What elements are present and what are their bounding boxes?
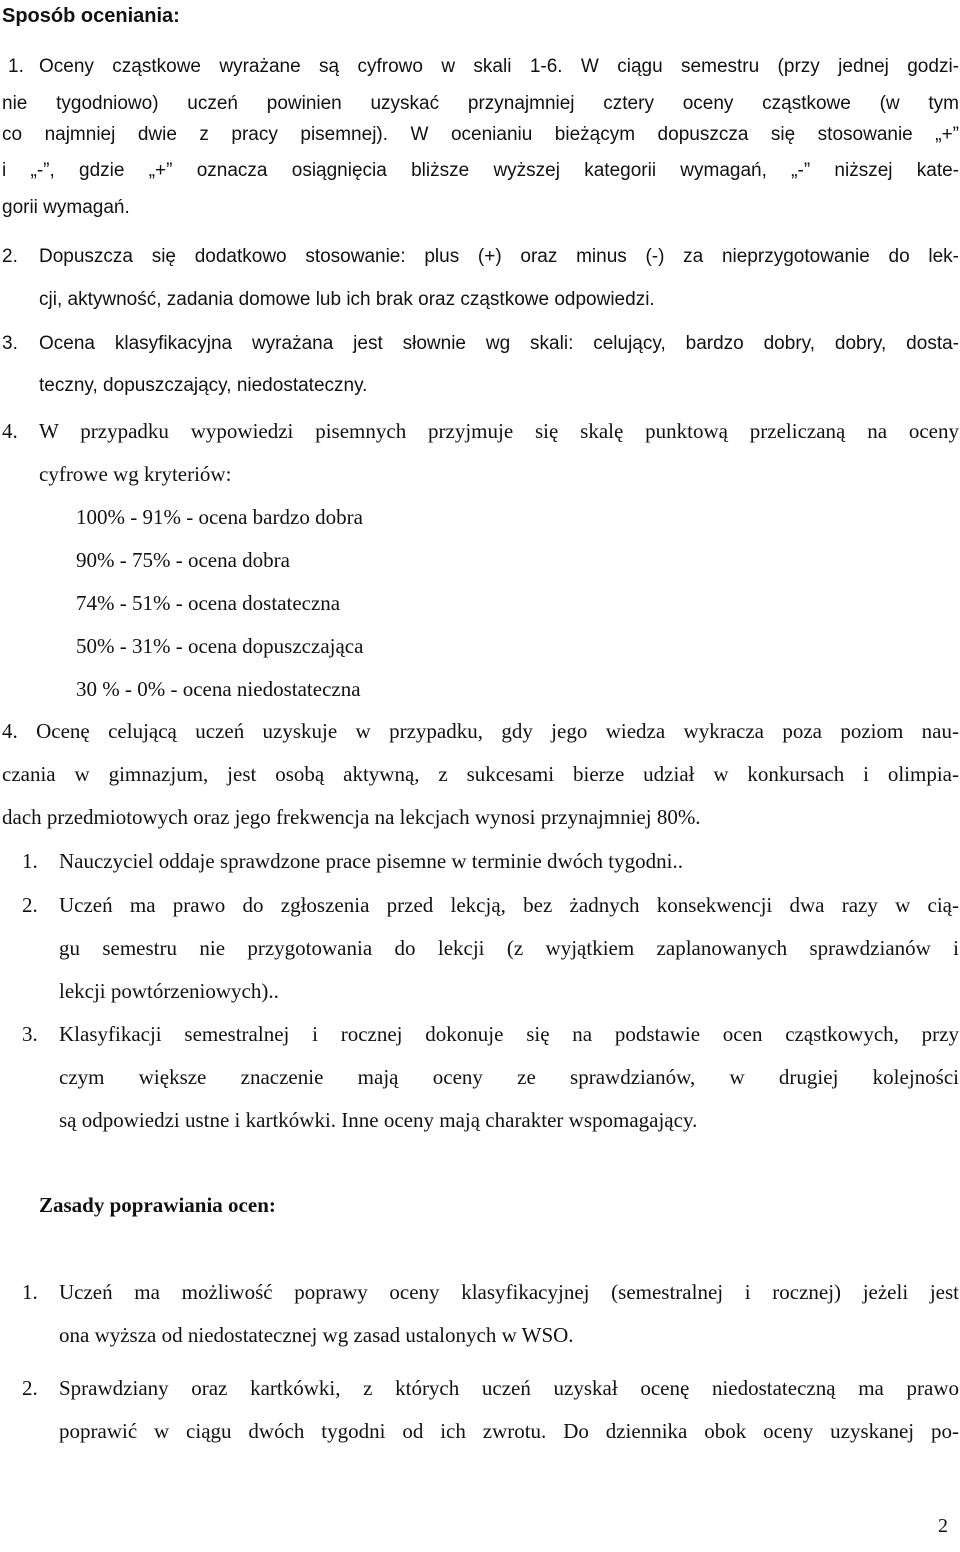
paragraph-line: lekcji powtórzeniowych).. <box>59 979 279 1003</box>
paragraph-line: cyfrowe wg kryteriów: <box>39 462 232 486</box>
paragraph-line: Uczeń ma możliwość poprawy oceny klasyfikacyjnej (semestralnej i rocznej) jeżeli jest <box>59 1280 959 1304</box>
paragraph-line: Klasyfikacji semestralnej i rocznej dokonuje się na podstawie ocen cząstkowych, przy <box>59 1022 959 1046</box>
paragraph-line: Sprawdziany oraz kartkówki, z których uczeń uzyskał ocenę niedostateczną ma prawo <box>59 1376 959 1400</box>
grading-scale-row: 30 % - 0% - ocena niedostateczna <box>76 677 361 701</box>
list-item-number: 4. <box>2 419 18 443</box>
list-item-number: 3. <box>2 333 18 354</box>
paragraph-line: Uczeń ma prawo do zgłoszenia przed lekcją, bez żadnych konsekwencji dwa razy w cią- <box>59 893 959 917</box>
list-item-number: 2. <box>22 1376 38 1400</box>
grading-scale-row: 50% - 31% - ocena dopuszczająca <box>76 634 364 658</box>
paragraph-line: gorii wymagań. <box>2 197 130 218</box>
paragraph-line: Dopuszcza się dodatkowo stosowanie: plus (+) oraz minus (-) za nieprzygotowanie do lek- <box>39 246 959 267</box>
paragraph-line: gu semestru nie przygotowania do lekcji (z wyjątkiem zaplanowanych sprawdzianów i <box>59 936 959 960</box>
paragraph-line: W przypadku wypowiedzi pisemnych przyjmuje się skalę punktową przeliczaną na oceny <box>39 419 959 443</box>
paragraph-line: ona wyższa od niedostatecznej wg zasad ustalonych w WSO. <box>59 1323 574 1347</box>
paragraph-line: cji, aktywność, zadania domowe lub ich brak oraz cząstkowe odpowiedzi. <box>39 289 655 310</box>
paragraph-line: co najmniej dwie z pracy pisemnej). W ocenianiu bieżącym dopuszcza się stosowanie „+” <box>2 124 959 145</box>
paragraph-line: Nauczyciel oddaje sprawdzone prace pisemne w terminie dwóch tygodni.. <box>59 849 683 873</box>
paragraph-line: dach przedmiotowych oraz jego frekwencja na lekcjach wynosi przynajmniej 80%. <box>2 805 701 829</box>
grading-scale-row: 90% - 75% - ocena dobra <box>76 548 290 572</box>
section-heading-corrections: Zasady poprawiania ocen: <box>39 1193 276 1217</box>
list-item-number: 1. <box>22 849 38 873</box>
page-heading-grading: Sposób oceniania: <box>2 5 180 27</box>
list-item-number: 3. <box>22 1022 38 1046</box>
list-item-number: 2. <box>22 893 38 917</box>
grading-scale-row: 100% - 91% - ocena bardzo dobra <box>76 505 363 529</box>
list-item-number: 2. <box>2 246 18 267</box>
paragraph-line: poprawić w ciągu dwóch tygodni od ich zwrotu. Do dziennika obok oceny uzyskanej po- <box>59 1419 959 1443</box>
paragraph-line: czym większe znaczenie mają oceny ze sprawdzianów, w drugiej kolejności <box>59 1065 959 1089</box>
list-item-number: 1. <box>22 1280 38 1304</box>
paragraph-line: teczny, dopuszczający, niedostateczny. <box>39 375 368 396</box>
paragraph-line: i „-”, gdzie „+” oznacza osiągnięcia bliższe wyższej kategorii wymagań, „-” niższej kate- <box>2 160 959 181</box>
paragraph-line: czania w gimnazjum, jest osobą aktywną, z sukcesami bierze udział w konkursach i olimpia- <box>2 762 959 786</box>
grading-scale-row: 74% - 51% - ocena dostateczna <box>76 591 341 615</box>
paragraph-line: Ocena klasyfikacyjna wyrażana jest słownie wg skali: celujący, bardzo dobry, dobry, dosta- <box>39 333 959 354</box>
paragraph-line: są odpowiedzi ustne i kartkówki. Inne oceny mają charakter wspomagający. <box>59 1108 698 1132</box>
page-number: 2 <box>938 1515 948 1537</box>
paragraph-line: Oceny cząstkowe wyrażane są cyfrowo w skali 1-6. W ciągu semestru (przy jednej godzi- <box>39 56 959 77</box>
paragraph-line: nie tygodniowo) uczeń powinien uzyskać przynajmniej cztery oceny cząstkowe (w tym <box>2 93 959 114</box>
paragraph-line: 4. Ocenę celującą uczeń uzyskuje w przypadku, gdy jego wiedza wykracza poza poziom nau- <box>2 719 959 743</box>
list-item-number: 1. <box>8 56 24 77</box>
